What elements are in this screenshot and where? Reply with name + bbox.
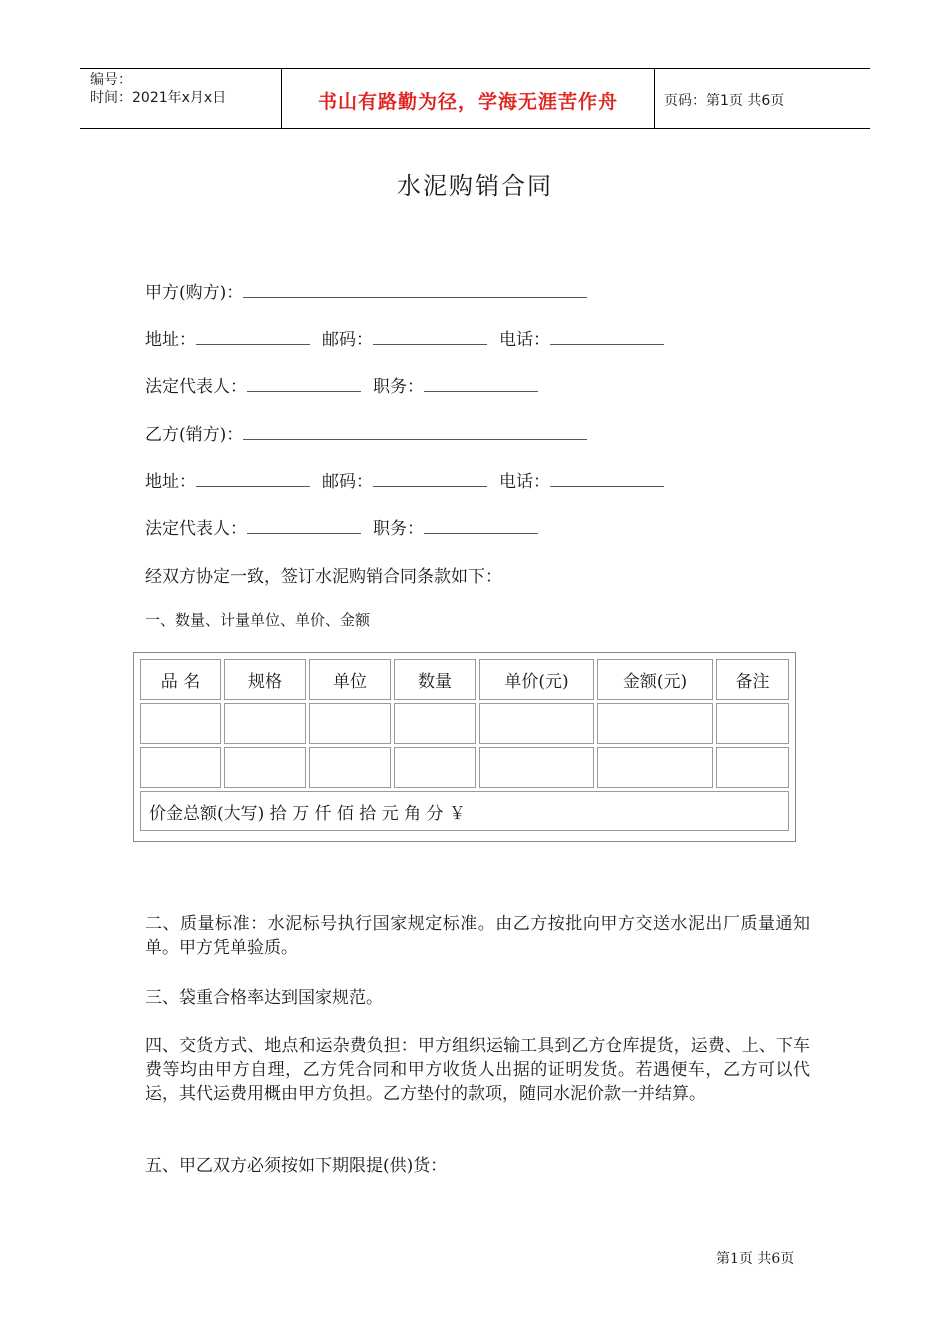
section-1-title: 一、数量、计量单位、单价、金额: [145, 611, 371, 629]
clause-5: 五、甲乙双方必须按如下期限提(供)货：: [145, 1156, 448, 1176]
party-b-name-label: 乙方(销方)：: [145, 425, 244, 445]
party-a-rep-line: [145, 372, 550, 397]
table-cell[interactable]: [309, 703, 391, 744]
table-header-cell: 数量: [394, 659, 476, 700]
intro-text: 经双方协定一致，签订水泥购销合同条款如下：: [145, 567, 502, 587]
table-cell[interactable]: [479, 703, 594, 744]
party-b-contact-line: [145, 467, 676, 492]
party-a-position-label: 职务：: [373, 377, 424, 397]
party-b-phone-label: 电话：: [499, 472, 550, 492]
party-a-zip-field[interactable]: [373, 330, 487, 345]
table-row: [140, 703, 789, 744]
table-cell[interactable]: [394, 747, 476, 788]
header-time-label: 时间：2021年x月x日: [90, 90, 227, 106]
clause-3: 三、袋重合格率达到国家规范。: [145, 988, 383, 1008]
table-header-cell: 单位: [309, 659, 391, 700]
party-a-address-label: 地址：: [145, 330, 196, 350]
table-cell[interactable]: [394, 703, 476, 744]
header-page-info: 页码：第1页 共6页: [664, 93, 785, 109]
table-row: [140, 747, 789, 788]
party-b-rep-label: 法定代表人：: [145, 519, 247, 539]
header-divider: [654, 69, 655, 129]
party-a-address-field[interactable]: [196, 330, 310, 345]
table-cell[interactable]: [224, 747, 306, 788]
table-header-cell: 规格: [224, 659, 306, 700]
table-cell[interactable]: [224, 703, 306, 744]
header-number-label: 编号：: [90, 72, 132, 88]
party-b-zip-field[interactable]: [373, 472, 487, 487]
header-motto: 书山有路勤为径，学海无涯苦作舟: [317, 91, 618, 113]
party-a-phone-label: 电话：: [499, 330, 550, 350]
table-cell[interactable]: [716, 747, 789, 788]
table-header-cell: 品 名: [140, 659, 221, 700]
party-b-position-field[interactable]: [424, 519, 538, 534]
document-title: 水泥购销合同: [397, 172, 553, 200]
party-b-rep-line: [145, 514, 550, 539]
party-b-rep-field[interactable]: [247, 519, 361, 534]
party-a-position-field[interactable]: [424, 377, 538, 392]
party-b-zip-label: 邮码：: [322, 472, 373, 492]
table-cell[interactable]: [597, 747, 713, 788]
goods-table: [133, 652, 796, 842]
party-b-address-field[interactable]: [196, 472, 310, 487]
table-header-cell: 单价(元): [479, 659, 594, 700]
party-b-position-label: 职务：: [373, 519, 424, 539]
table-header-cell: 金额(元): [597, 659, 713, 700]
party-a-rep-field[interactable]: [247, 377, 361, 392]
clause-2: 二、质量标准：水泥标号执行国家规定标准。由乙方按批向甲方交送水泥出厂质量通知单。甲方凭单验质。: [145, 914, 810, 958]
party-a-zip-label: 邮码：: [322, 330, 373, 350]
party-a-name-line: [145, 278, 599, 303]
table-cell[interactable]: [479, 747, 594, 788]
party-a-rep-label: 法定代表人：: [145, 377, 247, 397]
clause-4: 四、交货方式、地点和运杂费负担：甲方组织运输工具到乙方仓库提货，运费、上、下车费等均由甲方自理，乙方凭合同和甲方收货人出据的证明发货。若遇便车，乙方可以代运，其代运费用概由甲方负担。乙方垫付的款项，随同水泥价款一并结算。: [145, 1036, 810, 1104]
table-cell[interactable]: [716, 703, 789, 744]
table-total-cell[interactable]: 价金总额(大写) 拾 万 仟 佰 拾 元 角 分 ￥: [140, 791, 789, 831]
party-b-phone-field[interactable]: [550, 472, 664, 487]
party-b-address-label: 地址：: [145, 472, 196, 492]
table-header-row: [140, 659, 789, 700]
table-cell[interactable]: [140, 747, 221, 788]
page-header: [80, 68, 870, 129]
table-cell[interactable]: [597, 703, 713, 744]
party-a-phone-field[interactable]: [550, 330, 664, 345]
party-b-name-line: [145, 420, 599, 445]
table-cell[interactable]: [140, 703, 221, 744]
table-cell[interactable]: [309, 747, 391, 788]
header-meta: [90, 71, 226, 107]
party-a-name-label: 甲方(购方)：: [145, 283, 244, 303]
party-a-contact-line: [145, 325, 676, 350]
table-total-row: [140, 791, 789, 831]
party-a-name-field[interactable]: [243, 283, 587, 298]
table-header-cell: 备注: [716, 659, 789, 700]
page-footer: 第1页 共6页: [716, 1251, 795, 1267]
party-b-name-field[interactable]: [243, 425, 587, 440]
